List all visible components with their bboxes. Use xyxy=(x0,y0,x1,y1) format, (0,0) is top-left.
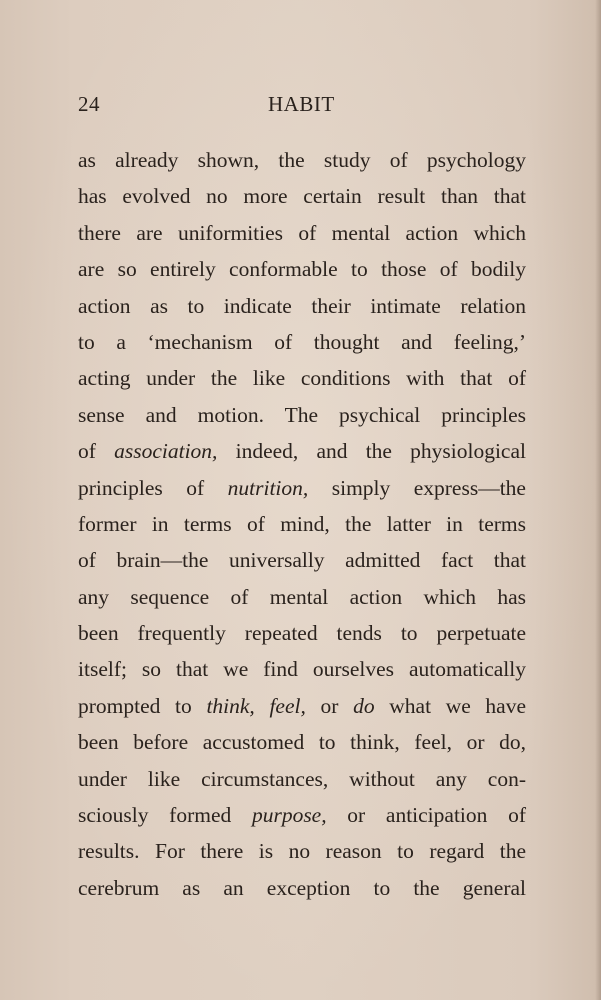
text-line xyxy=(78,542,526,578)
text-segment: been before accustomed to think, feel, or do, xyxy=(78,730,526,755)
text-segment: been frequently repeated tends to perpetuate xyxy=(78,621,526,646)
text-line xyxy=(78,397,526,433)
text-segment: action as to indicate their intimate relation xyxy=(78,293,526,318)
page-number: 24 xyxy=(78,92,100,116)
text-line xyxy=(78,688,526,724)
text-line xyxy=(78,251,526,287)
text-line xyxy=(78,724,526,760)
text-segment: former in terms of mind, the latter in terms xyxy=(78,511,526,536)
text-line xyxy=(78,142,526,178)
text-line xyxy=(78,506,526,542)
text-segment: acting under the like conditions with that of xyxy=(78,366,526,391)
text-segment: under like circumstances, without any con- xyxy=(78,766,526,791)
text-segment: sciously formed xyxy=(78,803,252,828)
running-title: HABIT xyxy=(268,92,335,116)
text-segment: sense and motion. The psychical principles xyxy=(78,402,526,427)
text-segment: of xyxy=(78,439,115,464)
text-segment: prompted to xyxy=(78,693,207,718)
text-segment: principles of xyxy=(78,475,228,500)
text-segment: results. For there is no reason to regard the xyxy=(78,839,526,864)
text-segment: itself; so that we find ourselves automatically xyxy=(78,657,526,682)
italic-phrase: think, feel, xyxy=(206,693,306,718)
text-segment: indeed, and the physiological xyxy=(217,439,526,464)
text-segment: any sequence of mental action which has xyxy=(78,584,526,609)
text-segment: there are uniformities of mental action which xyxy=(78,220,526,245)
text-segment: are so entirely conformable to those of bodily xyxy=(78,257,526,282)
page-edge-shadow xyxy=(595,0,601,1000)
text-line xyxy=(78,360,526,396)
text-segment: of brain—the universally admitted fact that xyxy=(78,548,526,573)
text-line xyxy=(78,470,526,506)
text-line xyxy=(78,651,526,687)
text-line xyxy=(78,761,526,797)
italic-phrase: do xyxy=(353,693,375,718)
text-line xyxy=(78,433,526,469)
text-segment: to a ‘mechanism of thought and feeling,’ xyxy=(78,329,526,354)
text-line xyxy=(78,324,526,360)
body-text xyxy=(78,142,526,906)
text-segment: or xyxy=(305,693,354,718)
text-segment: simply express—the xyxy=(308,475,526,500)
text-segment: has evolved no more certain result than that xyxy=(78,184,526,209)
text-line xyxy=(78,615,526,651)
italic-phrase: nutrition, xyxy=(227,475,309,500)
text-line xyxy=(78,833,526,869)
text-line xyxy=(78,178,526,214)
text-line xyxy=(78,579,526,615)
text-line xyxy=(78,870,526,906)
text-line xyxy=(78,215,526,251)
italic-phrase: purpose, xyxy=(251,803,327,828)
running-header xyxy=(78,92,526,122)
text-segment: as already shown, the study of psychology xyxy=(78,148,526,172)
text-segment: or anticipation of xyxy=(326,803,526,828)
text-segment: what we have xyxy=(374,693,526,718)
text-line xyxy=(78,797,526,833)
text-segment: cerebrum as an exception to the general xyxy=(78,875,526,900)
text-line xyxy=(78,288,526,324)
italic-phrase: association, xyxy=(114,439,218,464)
